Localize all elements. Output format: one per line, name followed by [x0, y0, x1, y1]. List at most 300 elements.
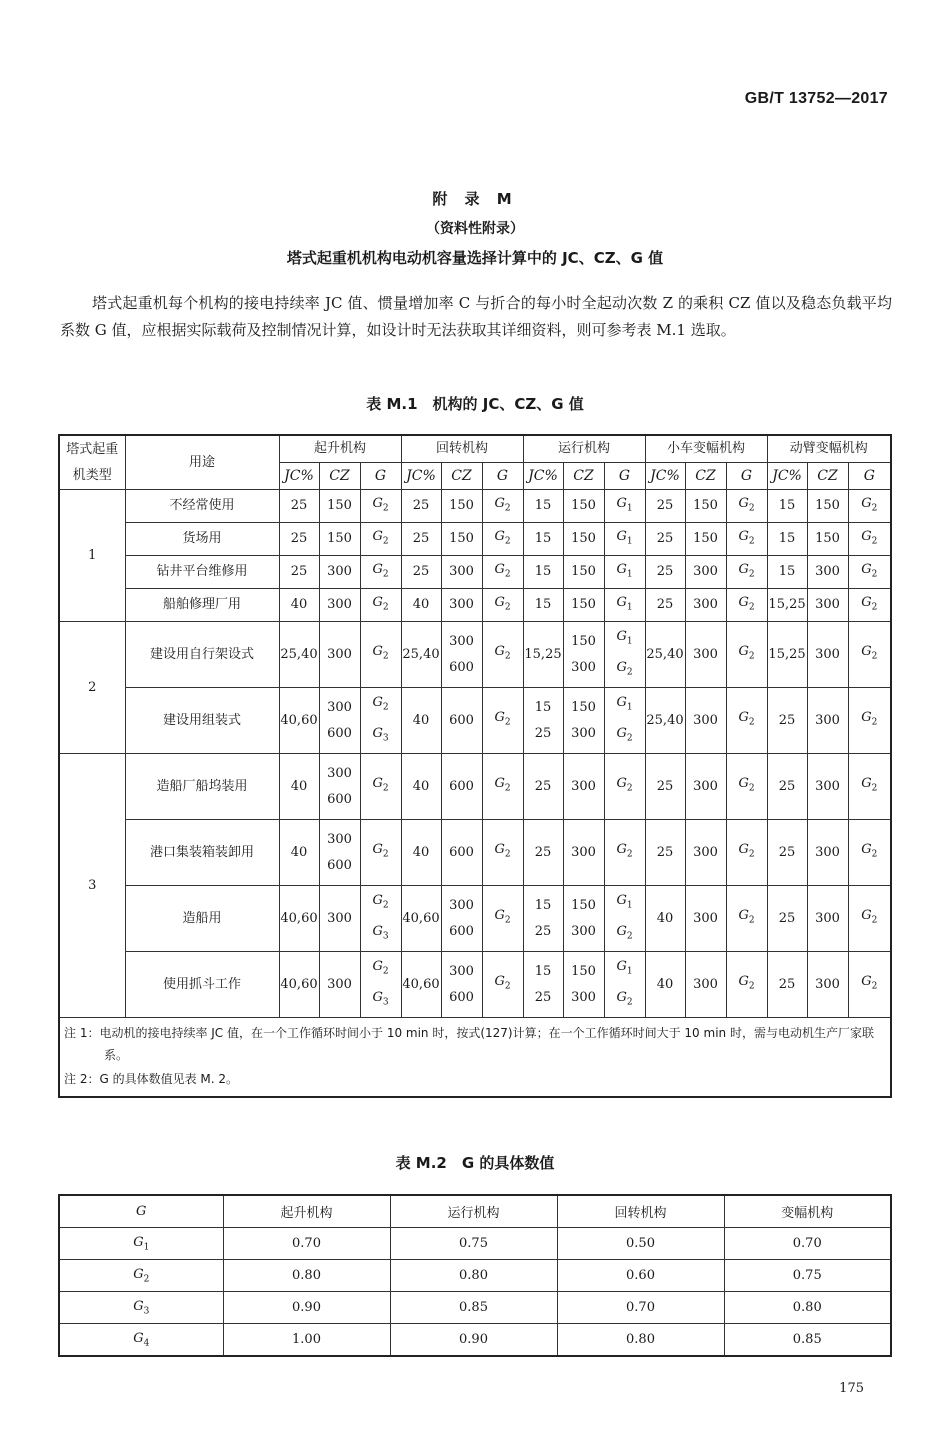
cell-value: 15	[534, 498, 552, 513]
value-cell	[685, 490, 726, 523]
cell-value: 25	[534, 778, 552, 794]
value-cell	[482, 490, 523, 523]
value-cell	[563, 622, 604, 688]
cell-value: 25	[290, 564, 308, 579]
cell-value: 300	[693, 712, 718, 728]
cell-value: 150	[571, 633, 596, 649]
cell-value: 25	[656, 531, 674, 546]
cell-value: 25	[778, 976, 796, 992]
cell-line	[564, 840, 604, 866]
cell-value: 600	[449, 923, 474, 939]
value-cell	[604, 490, 645, 523]
cell-value: $G_2$	[738, 710, 755, 728]
cell-value: 25	[656, 498, 674, 513]
cell-line	[320, 559, 360, 585]
cell-line	[402, 526, 441, 552]
cell-value: $G_2$	[494, 561, 511, 580]
cell-line	[483, 557, 523, 588]
cell-line	[402, 840, 441, 866]
value-cell	[685, 523, 726, 556]
cell-line	[442, 708, 482, 734]
cell-value: 300	[693, 910, 718, 926]
cell-line	[849, 705, 891, 736]
cell-line	[320, 642, 360, 668]
cell-value: 25	[412, 498, 430, 513]
table-row	[59, 622, 891, 688]
cell-line	[768, 774, 807, 800]
cell-value: 600	[327, 725, 352, 741]
table-row	[59, 1260, 891, 1292]
cell-value: 300	[693, 778, 718, 794]
cell-line	[483, 590, 523, 621]
cell-value: 300	[327, 699, 352, 715]
value-cell	[441, 820, 482, 886]
cell-value: $G_1$	[616, 594, 633, 613]
value-cell	[401, 622, 441, 688]
cell-value: 25	[290, 498, 308, 513]
cell-line	[402, 493, 441, 519]
cell-line	[605, 954, 645, 985]
cell-line	[727, 590, 767, 621]
value-cell	[685, 589, 726, 622]
value-cell	[848, 490, 891, 523]
cell-line	[402, 592, 441, 618]
cell-value: $G_1$	[616, 892, 633, 911]
value-cell	[441, 952, 482, 1018]
cell-value: $G_2$	[738, 908, 755, 926]
cell-line	[483, 524, 523, 555]
cell-value: 150	[449, 498, 474, 513]
table-m2-header: 变幅机构	[724, 1195, 891, 1228]
cell-line	[442, 840, 482, 866]
cell-line	[442, 774, 482, 800]
cell-value: 40	[656, 910, 674, 926]
cell-line	[442, 592, 482, 618]
cell-value: $G_3$	[372, 725, 389, 744]
cell-line	[808, 774, 848, 800]
value-cell	[726, 556, 767, 589]
table-row	[59, 820, 891, 886]
value-cell	[441, 688, 482, 754]
value-cell	[604, 589, 645, 622]
cell-value: 25	[778, 778, 796, 794]
cell-line	[402, 774, 441, 800]
value-cell: 0.75	[724, 1260, 891, 1292]
cell-value: 600	[449, 712, 474, 728]
value-cell	[279, 490, 319, 523]
value-cell	[319, 952, 360, 1018]
cell-value: 150	[571, 531, 596, 546]
value-cell	[279, 952, 319, 1018]
cell-value: 40	[290, 778, 308, 794]
cell-line	[605, 985, 645, 1016]
cell-line	[320, 526, 360, 552]
value-cell: 0.70	[724, 1228, 891, 1260]
cell-value: 300	[693, 976, 718, 992]
cell-value: 15	[534, 963, 552, 979]
value-cell	[279, 886, 319, 952]
cell-line	[564, 695, 604, 721]
cell-value: 300	[449, 564, 474, 579]
cell-value: 300	[815, 778, 840, 794]
cell-line	[646, 840, 685, 866]
cell-value: 300	[571, 844, 596, 860]
value-cell	[726, 754, 767, 820]
value-cell	[482, 952, 523, 1018]
table-m2	[58, 1194, 892, 1357]
value-cell: 1.00	[223, 1324, 390, 1357]
cell-line	[524, 919, 563, 945]
value-cell	[726, 688, 767, 754]
cell-value: $G_1$	[616, 528, 633, 547]
value-cell	[807, 952, 848, 1018]
table-m2-caption: 表 M.2 G 的具体数值	[395, 1154, 555, 1172]
value-cell	[279, 754, 319, 820]
cell-line	[768, 526, 807, 552]
cell-line	[524, 959, 563, 985]
cell-value: $G_2$	[494, 644, 511, 662]
value-cell	[685, 688, 726, 754]
sub-header-cell: CZ	[441, 463, 482, 490]
cell-line	[727, 837, 767, 868]
value-cell	[482, 589, 523, 622]
table-note: 注 2：G 的具体数值见表 M. 2。	[64, 1072, 238, 1086]
cell-value: 40	[412, 712, 430, 728]
table-row	[59, 523, 891, 556]
cell-value: 300	[815, 910, 840, 926]
value-cell	[523, 490, 563, 523]
g-symbol: $G_4$	[133, 1330, 150, 1349]
value-cell	[319, 754, 360, 820]
cell-line	[361, 837, 401, 868]
cell-value: 300	[815, 976, 840, 992]
cell-line	[808, 559, 848, 585]
value-cell	[482, 523, 523, 556]
value-cell: 0.80	[390, 1260, 557, 1292]
value-cell	[767, 820, 807, 886]
cell-value: $G_2$	[738, 644, 755, 662]
cell-line	[442, 893, 482, 919]
header-group: 起升机构	[279, 435, 401, 463]
cell-line	[727, 524, 767, 555]
cell-line	[564, 629, 604, 655]
cell-line	[564, 721, 604, 747]
value-cell	[563, 556, 604, 589]
cell-line	[280, 526, 319, 552]
cell-value: $G_2$	[616, 923, 633, 942]
sub-header-cell: G	[726, 463, 767, 490]
cell-line	[524, 985, 563, 1011]
value-cell	[401, 886, 441, 952]
cell-line	[686, 642, 726, 668]
cell-value: 300	[815, 712, 840, 728]
cell-value: $G_2$	[494, 495, 511, 514]
cell-line	[686, 906, 726, 932]
cell-value: 25	[290, 531, 308, 546]
cell-line	[768, 972, 807, 998]
table-row	[59, 1292, 891, 1324]
cell-line	[686, 972, 726, 998]
value-cell	[441, 523, 482, 556]
cell-value: $G_2$	[861, 644, 878, 662]
cell-line	[361, 590, 401, 621]
intro-text: 塔式起重机每个机构的接电持续率 JC 值、惯量增加率 C 与折合的每小时全起动次数 Z 的乘积 CZ 值以及稳态负载平均系数 G 值，应根据实际载荷及控制情况计算，如设计时无法获取其详细资料，则可参考表 M.1 选取。	[60, 294, 892, 339]
value-cell	[807, 523, 848, 556]
cell-line	[361, 888, 401, 919]
value-cell	[685, 886, 726, 952]
cell-value: 600	[449, 844, 474, 860]
value-cell	[482, 820, 523, 886]
cell-line	[686, 559, 726, 585]
cell-line	[605, 690, 645, 721]
cell-line	[605, 524, 645, 555]
value-cell	[279, 820, 319, 886]
value-cell	[360, 556, 401, 589]
cell-line	[524, 559, 563, 585]
cell-line	[524, 592, 563, 618]
cell-line	[361, 491, 401, 522]
cell-line	[686, 840, 726, 866]
cell-value: 40	[412, 844, 430, 860]
value-cell: 0.50	[557, 1228, 724, 1260]
table-row	[59, 490, 891, 523]
cell-value: 15,25	[524, 646, 562, 662]
cell-value: 600	[327, 791, 352, 807]
value-cell	[360, 523, 401, 556]
cell-line	[646, 708, 685, 734]
cell-value: $G_2$	[861, 908, 878, 926]
cell-value: 40	[290, 844, 308, 860]
cell-value: $G_3$	[372, 989, 389, 1008]
cell-line	[524, 493, 563, 519]
cell-value: $G_2$	[494, 842, 511, 860]
type-cell: 3	[59, 754, 125, 1018]
notes-row	[59, 1018, 891, 1098]
value-cell	[523, 886, 563, 952]
value-cell	[319, 589, 360, 622]
cell-line	[483, 771, 523, 802]
cell-line	[320, 721, 360, 747]
cell-value: $G_2$	[372, 495, 389, 514]
cell-line	[524, 721, 563, 747]
cell-line	[768, 592, 807, 618]
cell-value: 600	[449, 659, 474, 675]
cell-value: 150	[571, 498, 596, 513]
value-cell	[482, 754, 523, 820]
value-cell	[726, 490, 767, 523]
value-cell	[563, 886, 604, 952]
value-cell	[604, 688, 645, 754]
cell-line	[280, 559, 319, 585]
value-cell	[523, 688, 563, 754]
cell-value: 300	[571, 659, 596, 675]
cell-line	[849, 837, 891, 868]
cell-line	[564, 959, 604, 985]
cell-line	[727, 903, 767, 934]
cell-value: 40,60	[280, 910, 318, 926]
value-cell	[319, 556, 360, 589]
table-m2-body	[59, 1228, 891, 1357]
cell-line	[727, 491, 767, 522]
value-cell: 0.90	[390, 1324, 557, 1357]
value-cell	[645, 886, 685, 952]
cell-line	[361, 524, 401, 555]
header-type	[59, 435, 125, 490]
cell-value: 300	[693, 564, 718, 579]
cell-line	[564, 774, 604, 800]
cell-line	[808, 592, 848, 618]
cell-line	[280, 906, 319, 932]
cell-value: $G_2$	[738, 594, 755, 613]
value-cell	[523, 556, 563, 589]
cell-line	[727, 557, 767, 588]
value-cell	[401, 589, 441, 622]
value-cell	[441, 490, 482, 523]
cell-line	[849, 903, 891, 934]
value-cell	[604, 952, 645, 1018]
cell-line	[564, 893, 604, 919]
table-m1-body	[59, 490, 891, 1098]
value-cell	[360, 589, 401, 622]
value-cell	[360, 490, 401, 523]
cell-line	[483, 491, 523, 522]
value-cell	[807, 820, 848, 886]
value-cell	[645, 688, 685, 754]
cell-value: $G_2$	[372, 694, 389, 713]
cell-line	[361, 771, 401, 802]
value-cell	[319, 886, 360, 952]
cell-value: 150	[327, 531, 352, 546]
value-cell	[645, 490, 685, 523]
value-cell	[767, 589, 807, 622]
cell-line	[280, 592, 319, 618]
cell-line	[564, 493, 604, 519]
cell-value: $G_2$	[494, 528, 511, 547]
use-cell: 使用抓斗工作	[125, 952, 279, 1018]
value-cell	[279, 688, 319, 754]
cell-line	[320, 787, 360, 813]
value-cell	[563, 523, 604, 556]
cell-value: 15	[534, 531, 552, 546]
cell-value: $G_2$	[861, 776, 878, 794]
cell-line	[442, 629, 482, 655]
sub-header-cell: JC%	[767, 463, 807, 490]
cell-line	[768, 559, 807, 585]
value-cell	[767, 556, 807, 589]
cell-line	[564, 985, 604, 1011]
cell-line	[605, 888, 645, 919]
cell-value: $G_1$	[616, 958, 633, 977]
cell-line	[768, 840, 807, 866]
cell-line	[768, 493, 807, 519]
sub-header-cell: JC%	[401, 463, 441, 490]
value-cell	[726, 952, 767, 1018]
use-cell: 造船厂船坞装用	[125, 754, 279, 820]
header-type-text: 塔式起重机类型	[66, 441, 119, 483]
cell-value: 25	[778, 910, 796, 926]
use-cell: 建设用组装式	[125, 688, 279, 754]
cell-value: $G_2$	[372, 644, 389, 662]
cell-line	[280, 642, 319, 668]
cell-line	[849, 491, 891, 522]
value-cell	[482, 688, 523, 754]
cell-value: 25	[656, 844, 674, 860]
value-cell	[360, 952, 401, 1018]
value-cell	[848, 952, 891, 1018]
g-symbol: $G_2$	[133, 1266, 150, 1285]
value-cell	[848, 556, 891, 589]
cell-value: 300	[327, 597, 352, 612]
g-symbol: $G_3$	[133, 1298, 150, 1317]
cell-value: 300	[327, 646, 352, 662]
cell-line	[280, 708, 319, 734]
cell-value: $G_1$	[616, 694, 633, 713]
value-cell	[523, 622, 563, 688]
cell-line	[605, 721, 645, 752]
table-m1	[58, 434, 892, 1098]
cell-value: 300	[571, 923, 596, 939]
sub-header-cell: JC%	[523, 463, 563, 490]
cell-value: 300	[449, 897, 474, 913]
cell-value: $G_2$	[372, 776, 389, 794]
cell-value: 150	[815, 531, 840, 546]
value-cell	[563, 754, 604, 820]
value-cell	[441, 556, 482, 589]
value-cell	[279, 622, 319, 688]
cell-line	[320, 853, 360, 879]
cell-value: 300	[571, 725, 596, 741]
cell-value: 300	[571, 778, 596, 794]
cell-line	[808, 526, 848, 552]
value-cell	[319, 820, 360, 886]
cell-line	[646, 642, 685, 668]
cell-value: $G_2$	[372, 594, 389, 613]
cell-line	[605, 771, 645, 802]
cell-line	[605, 557, 645, 588]
cell-value: 300	[693, 597, 718, 612]
value-cell	[848, 820, 891, 886]
cell-line	[727, 705, 767, 736]
value-cell	[441, 754, 482, 820]
cell-line	[849, 590, 891, 621]
cell-value: $G_2$	[372, 958, 389, 977]
cell-value: $G_2$	[494, 974, 511, 992]
value-cell	[807, 754, 848, 820]
value-cell	[685, 556, 726, 589]
header-use: 用途	[125, 435, 279, 490]
cell-value: 600	[449, 989, 474, 1005]
value-cell	[401, 688, 441, 754]
value-cell	[645, 622, 685, 688]
value-cell: 0.90	[223, 1292, 390, 1324]
cell-line	[402, 972, 441, 998]
value-cell	[848, 688, 891, 754]
value-cell	[360, 820, 401, 886]
value-cell: 0.70	[557, 1292, 724, 1324]
cell-line	[483, 639, 523, 670]
value-cell	[767, 523, 807, 556]
value-cell	[726, 820, 767, 886]
cell-line	[605, 837, 645, 868]
value-cell: 0.80	[724, 1292, 891, 1324]
value-cell: 0.80	[223, 1260, 390, 1292]
cell-value: 300	[327, 910, 352, 926]
cell-value: $G_2$	[738, 842, 755, 860]
cell-line	[320, 906, 360, 932]
cell-line	[361, 954, 401, 985]
cell-line	[686, 708, 726, 734]
cell-line	[442, 959, 482, 985]
